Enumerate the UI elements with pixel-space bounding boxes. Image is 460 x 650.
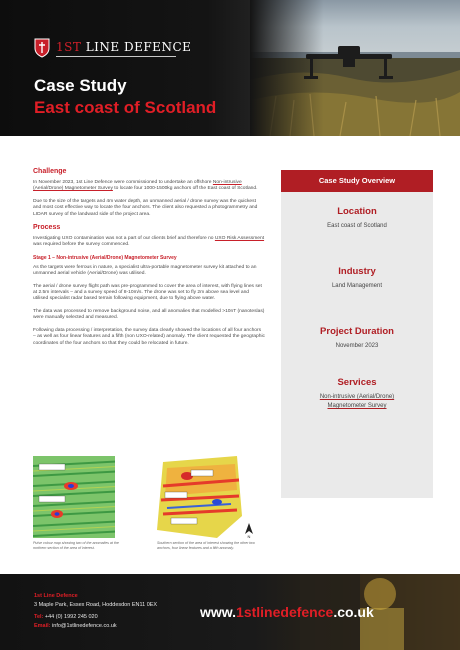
page-title: Case Study (34, 76, 127, 95)
services-value-line-1[interactable]: Non-intrusive (Aerial/Drone) (319, 394, 395, 400)
process-paragraph-1 (33, 236, 265, 249)
caption-north: Pulse colour map showing two of the anomalies at the northern section of the area of interest. (33, 541, 119, 550)
caption-south: Southern section of the area of interest showing the other two anchors, four linear features and a fifth anomaly. (157, 541, 255, 550)
survey-map-north (33, 456, 143, 538)
challenge-heading: Challenge (33, 168, 67, 175)
stage-1-heading: Stage 1 – Non-intrusive (Aerial/Drone) Magnetometer Survey (33, 254, 177, 261)
challenge-paragraph-1 (33, 180, 265, 193)
process-heading: Process (33, 224, 61, 232)
case-study-overview-panel (281, 170, 433, 498)
company-logo (34, 38, 192, 62)
north-arrow-icon (244, 522, 254, 538)
duration-block (281, 326, 433, 351)
footer-company: 1st Line Defence (34, 593, 78, 599)
footer-address: 3 Maple Park, Essex Road, Hoddesdon EN11 0EX (34, 602, 158, 608)
duration-value: November 2023 (335, 343, 379, 349)
process-text-b: was required before the survey commenced. (33, 242, 130, 248)
email-label: Email: (34, 623, 51, 629)
location-value: East coast of Scotland (327, 223, 387, 229)
footer (0, 574, 460, 650)
services-value-line-2[interactable]: Magnetometer Survey (327, 403, 387, 409)
url-domain[interactable]: 1stlinedefence (236, 604, 334, 620)
industry-label: Industry (338, 266, 376, 277)
duration-label: Project Duration (320, 326, 394, 337)
main-content (33, 168, 265, 353)
drone-photo (250, 0, 460, 136)
services-value[interactable] (281, 393, 433, 411)
industry-block (281, 266, 433, 291)
overview-heading: Case Study Overview (281, 170, 433, 192)
process-text-a: Investigating UXO contamination was not a part of our clients brief and therefore no (33, 236, 215, 242)
page-subtitle: East coast of Scotland (34, 98, 217, 117)
survey-map-south (157, 456, 242, 538)
services-label: Services (337, 377, 377, 388)
challenge-text-b: to locate four 1000-1500kg anchors off the East coast of Scotland. (112, 186, 258, 192)
footer-telephone (34, 614, 98, 620)
tel-value[interactable]: +44 (0) 1992 245 020 (44, 614, 98, 620)
process-paragraph-5: Following data processing / interpretation, the survey data clearly showed the locations of all four anchors – as well as four linear features and a fifth (non UXO-related) anomaly. The client requested the geographic coordinates of the four anchors so that they could be relocated in future. (33, 327, 265, 346)
aerial-survey-link[interactable]: Non-intrusive (Aerial/Drone) Magnetometer Survey (33, 180, 242, 192)
shield-icon (34, 38, 50, 58)
header-banner (0, 0, 460, 136)
footer-email (34, 623, 117, 629)
process-paragraph-3: The aerial / drone survey flight path was pre-programmed to cover the area of interest, with flying lines set at 2.5m intervals – and a survey speed of 8-10m/s. The drone was set to fly 2m above sea level and utilised specialist radar based terrain following equipment, due to flying above water. (33, 283, 262, 302)
challenge-text-a: In November 2023, 1st Line Defence were commissioned to undertake an offshore (33, 180, 213, 185)
location-label: Location (337, 206, 377, 217)
url-prefix[interactable]: www. (200, 604, 237, 620)
email-value[interactable]: info@1stlinedefence.co.uk (52, 623, 117, 629)
services-block (281, 377, 433, 411)
process-paragraph-2: As the targets were ferrous in nature, a specialist ultra-portable magnetometer survey kit attached to an unmanned aerial vehicle (Aerial/Drone) was utilised. (33, 264, 257, 277)
process-paragraph-4: The data was processed to remove background noise, and all anomalies that modelled >10nT (nanoteslas) were manually selected and measured. (33, 308, 265, 321)
industry-value: Land Management (331, 283, 383, 289)
tel-label: Tel: (34, 614, 44, 620)
location-block (281, 206, 433, 231)
svg-text:N: N (247, 534, 251, 538)
challenge-paragraph-2: Due to the size of the targets and 4m water depth, an unmanned aerial / drone survey was the quickest and most cost effective way to locate the four anchors. The client also requested a photogrammetry and LIDAR survey of the landward side of the project area. (33, 198, 258, 217)
website-link[interactable] (200, 604, 374, 620)
uxo-risk-assessment-link[interactable]: UXO Risk Assessment (214, 236, 265, 242)
logo-wordmark: 1ST LINE DEFENCE (56, 40, 192, 54)
logo-divider (56, 56, 176, 57)
url-suffix[interactable]: .co.uk (333, 604, 374, 620)
